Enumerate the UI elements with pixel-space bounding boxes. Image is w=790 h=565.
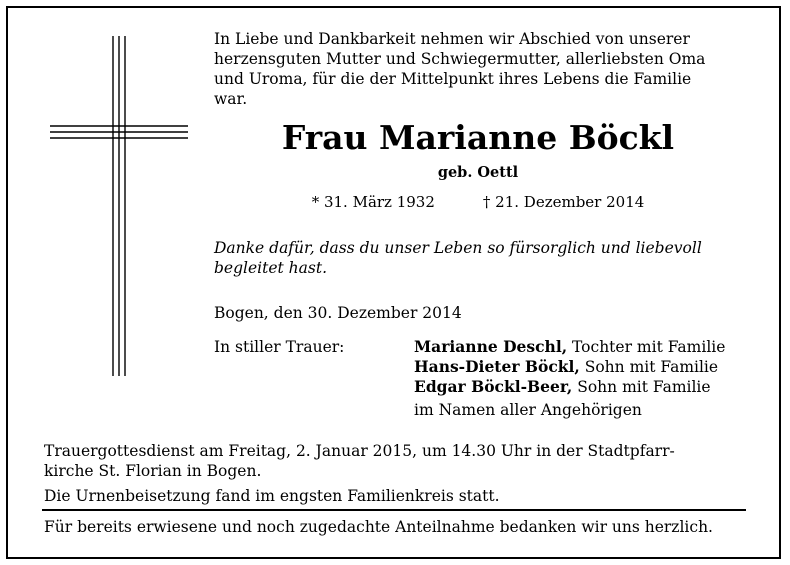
relatives-note: im Namen aller Angehörigen: [414, 401, 642, 419]
service-line: Trauergottesdienst am Freitag, 2. Januar 2015, um 14.30 Uhr in der Stadtpfarr-: [44, 442, 675, 460]
mourner-entry: [414, 377, 725, 397]
quote-line: begleitet hast.: [214, 259, 327, 277]
maiden-name: geb. Oettl: [437, 164, 519, 181]
thanks-note: Für bereits erwiesene und noch zugedachte Anteilnahme bedanken wir uns herzlich.: [44, 518, 713, 536]
intro-line: und Uroma, für die der Mittelpunkt ihres Lebens die Familie: [214, 70, 692, 88]
intro-line: herzensguten Mutter und Schwiegermutter, allerliebsten Oma: [214, 50, 706, 68]
mourner-relation: Sohn mit Familie: [579, 358, 719, 376]
mourner-entry: [414, 337, 725, 357]
mourner-name: Hans-Dieter Böckl,: [414, 357, 580, 376]
life-dates: [214, 192, 742, 212]
death-date: † 21. Dezember 2014: [482, 193, 645, 211]
service-info: [44, 441, 675, 481]
urn-burial-note: Die Urnenbeisetzung fand im engsten Familienkreis statt.: [44, 487, 500, 505]
quote-line: Danke dafür, dass du unser Leben so fürsorglich und liebevoll: [214, 239, 702, 257]
service-line: kirche St. Florian in Bogen.: [44, 462, 262, 480]
mourner-name: Marianne Deschl,: [414, 337, 568, 356]
cross-icon: [50, 36, 188, 376]
mourner-name: Edgar Böckl-Beer,: [414, 377, 573, 396]
birth-date: * 31. März 1932: [311, 193, 435, 211]
deceased-name: Frau Marianne Böckl: [281, 118, 675, 157]
intro-text: [214, 29, 705, 109]
quote-text: [214, 238, 702, 278]
mourners-list: [414, 337, 725, 397]
mourner-relation: Tochter mit Familie: [567, 338, 726, 356]
place-date: Bogen, den 30. Dezember 2014: [214, 304, 462, 322]
intro-line: In Liebe und Dankbarkeit nehmen wir Abschied von unserer: [214, 30, 690, 48]
intro-line: war.: [214, 90, 248, 108]
mourner-entry: [414, 357, 725, 377]
mourner-relation: Sohn mit Familie: [572, 378, 711, 396]
mourning-label: In stiller Trauer:: [214, 338, 345, 356]
divider-line: [42, 509, 746, 511]
